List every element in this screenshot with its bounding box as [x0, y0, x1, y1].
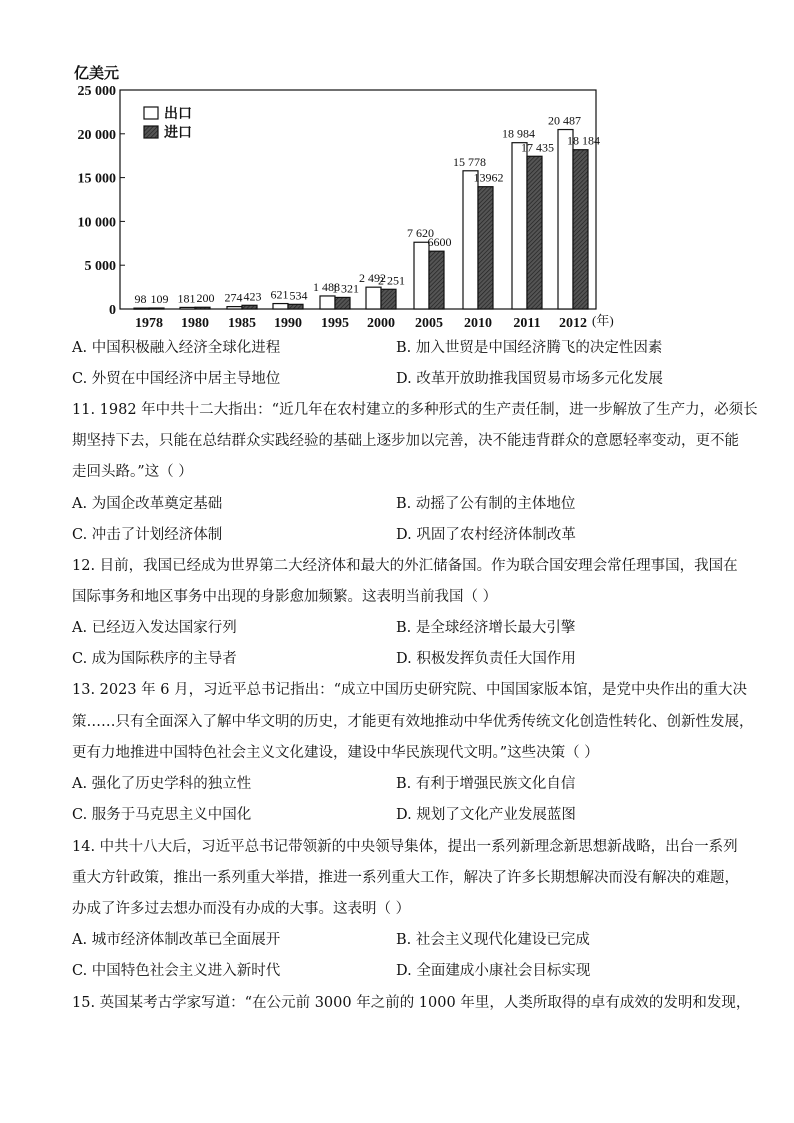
q14-option-c: C. 中国特色社会主义进入新时代	[72, 963, 281, 979]
q11-option-a: A. 为国企改革奠定基础	[72, 496, 223, 512]
bar-import-1978	[149, 308, 164, 309]
data-label-export-1985: 274	[224, 290, 243, 305]
x-tick-label-1980: 1980	[181, 316, 209, 331]
bar-import-2012	[573, 150, 588, 309]
legend	[144, 106, 192, 141]
bar-export-1990	[273, 304, 288, 309]
bar-import-2000	[381, 289, 396, 309]
q13-stem-line2: 策……只有全面深入了解中华文明的历史，才能更有效地推动中华优秀传统文化创造性转化、创新性发展，	[72, 714, 754, 730]
y-tick-label: 20 000	[77, 127, 116, 143]
q14-option-b: B. 社会主义现代化建设已完成	[396, 932, 590, 948]
bars-group	[134, 114, 600, 310]
data-label-import-1990: 534	[289, 288, 308, 303]
data-label-import-1978: 109	[150, 292, 169, 307]
bar-export-2011	[512, 143, 527, 309]
q14-option-a: A. 城市经济体制改革已全面展开	[72, 932, 281, 948]
bar-export-1985	[227, 307, 242, 309]
legend-export-label: 出口	[164, 107, 192, 122]
bar-import-1985	[242, 305, 257, 309]
y-tick-label: 25 000	[77, 84, 116, 99]
q12-option-c: C. 成为国际秩序的主导者	[72, 651, 237, 667]
bar-export-2012	[558, 130, 573, 309]
q13-option-d: D. 规划了文化产业发展蓝图	[396, 807, 576, 823]
q11-stem-line1: 11. 1982 年中共十二大指出：“近几年在农村建立的多种形式的生产责任制，进一步解放了生产力，必须长	[72, 402, 758, 418]
data-label-import-2012: 18 184	[567, 133, 600, 148]
q10-option-d: D. 改革开放助推我国贸易市场多元化发展	[396, 371, 663, 387]
q10-option-b: B. 加入世贸是中国经济腾飞的决定性因素	[396, 340, 663, 356]
data-label-export-2010: 15 778	[453, 154, 486, 169]
data-label-import-2005: 6600	[427, 235, 452, 250]
x-tick-label-2012: 2012	[559, 316, 587, 331]
data-label-import-1980: 200	[196, 291, 215, 306]
x-axis-labels	[135, 316, 587, 331]
x-axis-year-suffix: (年)	[592, 313, 614, 328]
x-tick-label-1990: 1990	[274, 316, 302, 331]
data-label-import-2011: 17 435	[521, 140, 554, 155]
bar-export-2000	[366, 287, 381, 309]
bar-export-2005	[414, 242, 429, 309]
q12-option-a: A. 已经迈入发达国家行列	[72, 620, 237, 636]
bar-import-1980	[195, 307, 210, 309]
data-label-export-1980: 181	[177, 291, 196, 306]
data-label-export-2005: 7 620	[407, 226, 434, 241]
q12-option-d: D. 积极发挥负责任大国作用	[396, 651, 576, 667]
data-label-import-2010: 13962	[473, 170, 504, 185]
data-label-export-2012: 20 487	[548, 113, 581, 128]
q12-stem-line1: 12. 目前，我国已经成为世界第二大经济体和最大的外汇储备国。作为联合国安理会常任理事国，我国在	[72, 558, 738, 574]
q12-option-b: B. 是全球经济增长最大引擎	[396, 620, 576, 636]
data-label-export-1990: 621	[270, 287, 289, 302]
bar-export-1995	[320, 296, 335, 309]
data-label-import-1985: 423	[243, 289, 262, 304]
bar-import-2005	[429, 251, 444, 309]
bar-export-1978	[134, 308, 149, 309]
legend-import-label: 进口	[164, 126, 192, 141]
q15-stem-line1: 15. 英国某考古学家写道：“在公元前 3000 年之前的 1000 年里，人类所取得的卓有成效的发明和发现，	[72, 995, 751, 1011]
bar-export-2010	[463, 171, 478, 309]
bar-import-1995	[335, 297, 350, 309]
bar-import-1990	[288, 304, 303, 309]
bar-import-2011	[527, 156, 542, 309]
data-label-import-1995: 1 321	[332, 281, 359, 296]
x-tick-label-1995: 1995	[321, 316, 349, 331]
y-axis-unit-label: 亿美元	[74, 66, 120, 82]
data-label-export-1978: 98	[134, 292, 147, 307]
x-tick-label-2005: 2005	[415, 316, 443, 331]
legend-import-swatch	[144, 126, 158, 138]
data-label-export-2011: 18 984	[502, 126, 535, 141]
q11-stem-line2: 期坚持下去，只能在总结群众实践经验的基础上逐步加以完善，决不能违背群众的意愿轻率变动，更不能	[72, 433, 739, 449]
q11-stem-line3: 走回头路。”这（ ）	[72, 464, 193, 480]
q11-option-c: C. 冲击了计划经济体制	[72, 527, 223, 543]
q12-stem-line2: 国际事务和地区事务中出现的身影愈加频繁。这表明当前我国（ ）	[72, 589, 498, 605]
y-axis-ticks	[78, 84, 126, 318]
q11-option-d: D. 巩固了农村经济体制改革	[396, 527, 576, 543]
y-tick-label: 10 000	[77, 215, 116, 231]
q13-option-a: A. 强化了历史学科的独立性	[72, 776, 252, 792]
q14-stem-line1: 14. 中共十八大后，习近平总书记带领新的中央领导集体，提出一系列新理念新思想新战略，出台一系列	[72, 839, 738, 855]
x-tick-label-2011: 2011	[513, 316, 541, 331]
q14-stem-line2: 重大方针政策，推出一系列重大举措，推进一系列重大工作，解决了许多长期想解决而没有解决的难题，	[72, 870, 739, 886]
data-label-export-2000: 2 492	[359, 271, 386, 286]
x-tick-label-1985: 1985	[228, 316, 256, 331]
q11-option-b: B. 动摇了公有制的主体地位	[396, 496, 576, 512]
q13-option-b: B. 有利于增强民族文化自信	[396, 776, 576, 792]
q10-option-c: C. 外贸在中国经济中居主导地位	[72, 371, 281, 387]
x-tick-label-2010: 2010	[464, 316, 492, 331]
trade-bar-chart	[60, 58, 650, 336]
q13-option-c: C. 服务于马克思主义中国化	[72, 807, 252, 823]
q13-stem-line3: 更有力地推进中国特色社会主义文化建设，建设中华民族现代文明。”这些决策（ ）	[72, 745, 599, 761]
x-tick-label-1978: 1978	[135, 316, 163, 331]
q14-stem-line3: 办成了许多过去想办而没有办成的大事。这表明（ ）	[72, 901, 411, 917]
x-tick-label-2000: 2000	[367, 316, 395, 331]
bar-export-1980	[180, 307, 195, 309]
data-label-export-1995: 1 488	[313, 279, 340, 294]
y-tick-label: 0	[109, 303, 116, 318]
y-tick-label: 15 000	[77, 171, 116, 187]
legend-export-swatch	[144, 107, 158, 119]
q13-stem-line1: 13. 2023 年 6 月，习近平总书记指出：“成立中国历史研究院、中国国家版本馆，是党中央作出的重大决	[72, 682, 748, 698]
y-tick-label: 5 000	[84, 259, 116, 275]
q10-option-a: A. 中国积极融入经济全球化进程	[72, 340, 281, 356]
data-label-import-2000: 2 251	[378, 273, 405, 288]
q14-option-d: D. 全面建成小康社会目标实现	[396, 963, 591, 979]
bar-import-2010	[478, 187, 493, 309]
